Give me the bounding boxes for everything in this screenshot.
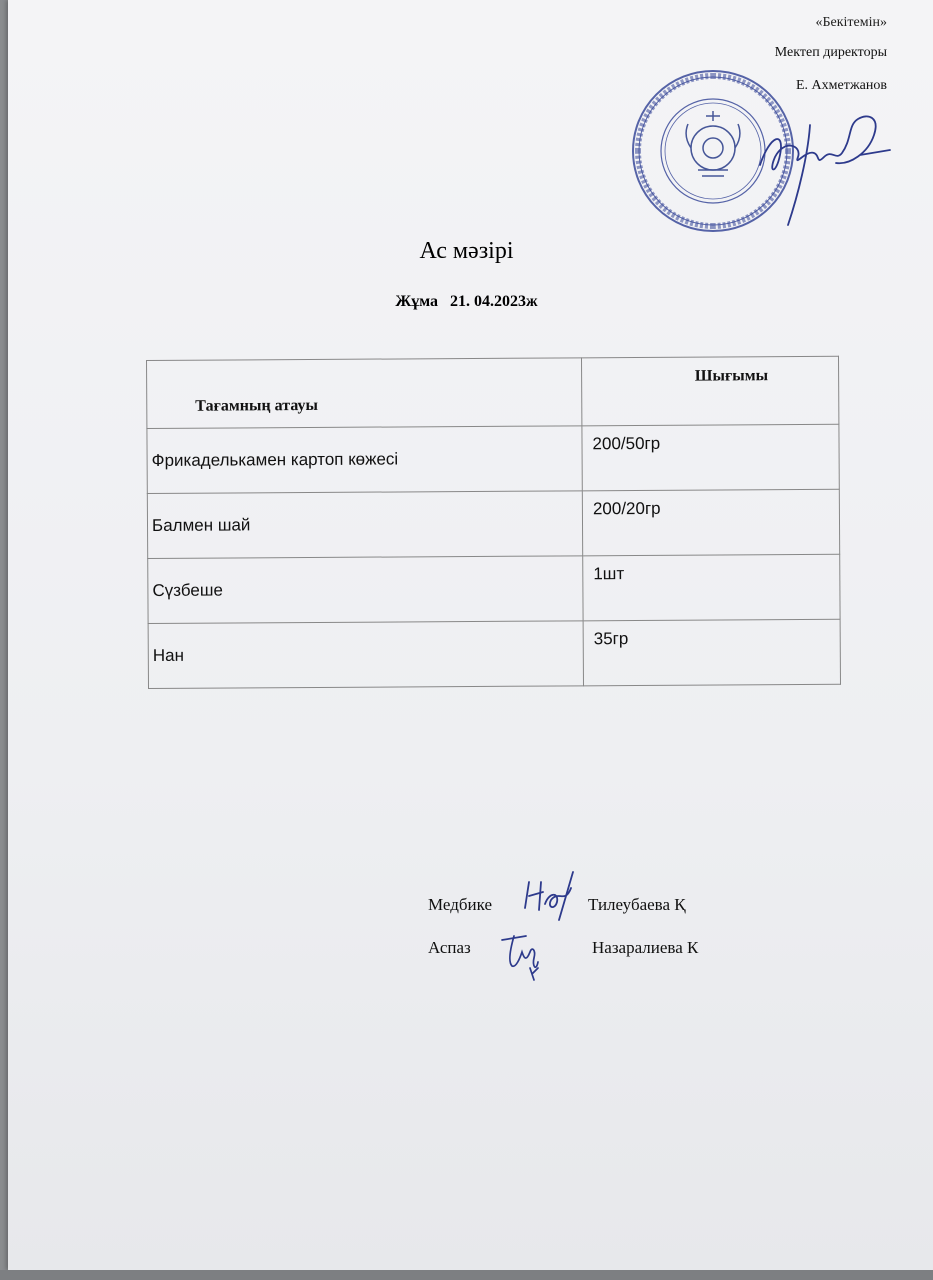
weekday: Жұма — [395, 293, 438, 310]
table-header-row — [147, 356, 839, 428]
page-title: Ас мәзірі — [419, 238, 514, 264]
menu-table — [146, 356, 841, 689]
menu-date: 21. 04.2023ж — [450, 293, 538, 310]
director-signature — [740, 95, 900, 235]
date-line — [0, 293, 933, 311]
cook-role: Аспаз — [428, 938, 471, 957]
director-title: Мектеп директоры — [774, 45, 887, 60]
table-row — [147, 489, 839, 558]
dish-name: Балмен шай — [147, 491, 582, 559]
nurse-signature — [515, 868, 590, 923]
portion-size: 1шт — [583, 554, 840, 621]
portion-size: 200/50гр — [582, 424, 839, 491]
cook-signature — [494, 922, 554, 982]
cook-name: Назаралиева К — [592, 938, 699, 957]
cook-line — [428, 938, 748, 962]
portion-size: 200/20гр — [582, 489, 839, 556]
dish-name: Сүзбеше — [148, 556, 583, 624]
nurse-name: Тилеубаева Қ — [588, 895, 686, 914]
nurse-role: Медбике — [428, 895, 492, 914]
column-header-portion: Шығымы — [581, 356, 838, 426]
dish-name: Нан — [148, 621, 583, 689]
column-header-dish: Тағамның атауы — [147, 358, 582, 429]
approval-label: «Бекітемін» — [815, 15, 887, 30]
table-row — [148, 619, 840, 688]
table-row — [148, 554, 840, 623]
table-row — [147, 424, 839, 493]
table-surface — [0, 1270, 933, 1280]
portion-size: 35гр — [583, 619, 840, 686]
director-name: Е. Ахметжанов — [795, 78, 887, 93]
dish-name: Фрикаделькамен картоп көжесі — [147, 426, 582, 494]
